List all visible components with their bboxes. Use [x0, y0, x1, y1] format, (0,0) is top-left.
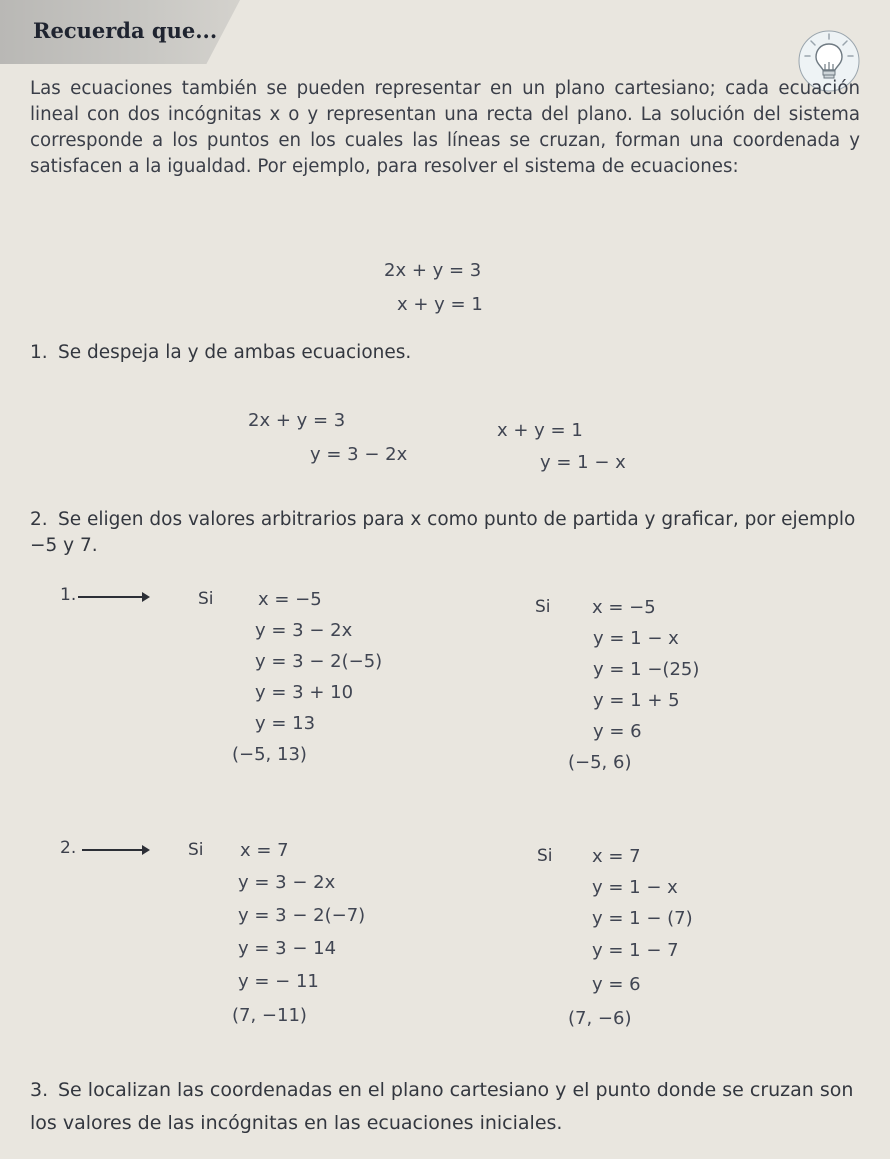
step-number: 3. [30, 1079, 49, 1101]
case1-left-3: y = 3 + 10 [255, 682, 354, 703]
step-number: 2. [30, 509, 48, 530]
case1-left-5: (−5, 13) [232, 744, 307, 765]
case2-right-5: (7, −6) [568, 1008, 632, 1029]
case1-right-5: (−5, 6) [568, 752, 632, 773]
step1-right-line1: x + y = 1 [497, 420, 583, 441]
case-2-si-right: Si [537, 846, 553, 866]
arrow-right-icon [78, 596, 148, 598]
step-3-text: Se localizan las coordenadas en el plano cartesiano y el punto donde se cruzan son los valores de las incógnitas en las ecuaciones iniciales. [30, 1079, 854, 1134]
case-1-si-left: Si [198, 589, 214, 609]
case2-right-2: y = 1 − (7) [592, 908, 693, 929]
case2-left-2: y = 3 − 2(−7) [238, 905, 366, 926]
step-3 [30, 1074, 860, 1140]
case1-left-2: y = 3 − 2(−5) [255, 651, 383, 672]
system-eq2: x + y = 1 [397, 294, 483, 315]
case2-right-3: y = 1 − 7 [592, 940, 679, 961]
intro-paragraph: Las ecuaciones también se pueden representar en un plano cartesiano; cada ecuación lineal con dos incógnitas x o y representan una recta del plano. La solución del sistema corresponde a los puntos en los cuales las líneas se cruzan, forman una coordenada y satisfacen a la igualdad. Por ejemplo, para resolver el sistema de ecuaciones: [30, 78, 860, 177]
step1-right-line2: y = 1 − x [540, 452, 626, 473]
step-1-text: Se despeja la y de ambas ecuaciones. [58, 342, 412, 363]
case-2-number: 2. [60, 838, 77, 858]
case2-left-1: y = 3 − 2x [238, 872, 336, 893]
system-eq1: 2x + y = 3 [384, 260, 482, 281]
case1-right-4: y = 6 [593, 721, 642, 742]
case1-right-3: y = 1 + 5 [593, 690, 680, 711]
case-1-number: 1. [60, 585, 77, 605]
step-1 [30, 340, 860, 366]
arrow-right-icon [82, 849, 148, 851]
step-number: 1. [30, 342, 48, 363]
case-1-si-right: Si [535, 597, 551, 617]
step1-left-line1: 2x + y = 3 [248, 410, 346, 431]
header-title: Recuerda que... [33, 18, 218, 43]
case-2-si-left: Si [188, 840, 204, 860]
step-2-text: Se eligen dos valores arbitrarios para x como punto de partida y graficar, por ejemplo −5 y 7. [30, 509, 856, 556]
case2-right-4: y = 6 [592, 974, 641, 995]
case1-left-4: y = 13 [255, 713, 316, 734]
case1-right-0: x = −5 [592, 597, 656, 618]
case2-left-4: y = − 11 [238, 971, 319, 992]
case2-left-5: (7, −11) [232, 1005, 307, 1026]
case2-left-0: x = 7 [240, 840, 289, 861]
case2-right-1: y = 1 − x [592, 877, 678, 898]
step1-left-line2: y = 3 − 2x [310, 444, 408, 465]
case2-right-0: x = 7 [592, 846, 641, 867]
step-2 [30, 507, 860, 559]
case1-right-1: y = 1 − x [593, 628, 679, 649]
case1-left-0: x = −5 [258, 589, 322, 610]
case2-left-3: y = 3 − 14 [238, 938, 337, 959]
case1-right-2: y = 1 −(25) [593, 659, 700, 680]
case1-left-1: y = 3 − 2x [255, 620, 353, 641]
